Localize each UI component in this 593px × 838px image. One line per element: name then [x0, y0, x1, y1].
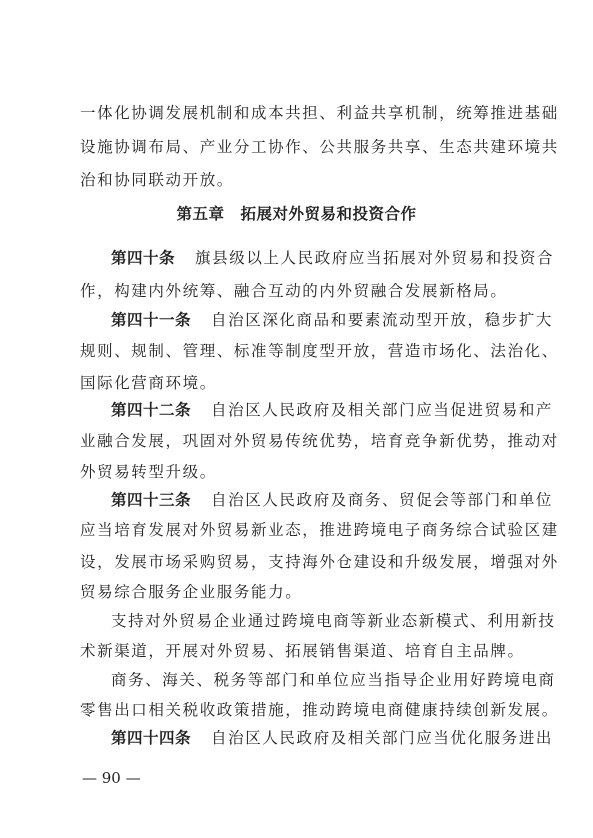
- paragraph-line: 规则、规制、管理、标准等制度型开放，营造市场化、法治化、: [80, 342, 559, 360]
- article-41-line: 第四十一条 自治区深化商品和要素流动型开放，稳步扩大: [111, 311, 554, 329]
- article-40-line: 第四十条 旗县级以上人民政府应当拓展对外贸易和投资合: [111, 249, 555, 267]
- paragraph-line: 国际化营商环境。: [80, 374, 217, 392]
- chapter-number: 第五章: [176, 205, 225, 223]
- chapter-title: 拓展对外贸易和投资合作: [240, 205, 417, 223]
- paragraph-line: 应当培育发展对外贸易新业态，推进跨境电子商务综合试验区建: [80, 521, 559, 539]
- page-number: — 90 —: [82, 769, 141, 787]
- article-number: 第四十二条: [111, 401, 192, 419]
- article-43-line: 第四十三条 自治区人民政府及商务、贸促会等部门和单位: [111, 491, 554, 509]
- paragraph-line: 设施协调布局、产业分工协作、公共服务共享、生态共建环境共: [80, 138, 559, 156]
- article-number: 第四十四条: [111, 729, 192, 747]
- article-number: 第四十条: [111, 249, 176, 267]
- paragraph-line: 治和协同联动开放。: [80, 171, 234, 189]
- article-44-line: 第四十四条 自治区人民政府及相关部门应当优化服务进出: [111, 729, 554, 747]
- paragraph-line: 设，发展市场采购贸易，支持海外仓建设和升级发展，增强对外: [80, 553, 559, 571]
- paragraph-line: 一体化协调发展机制和成本共担、利益共享机制，统筹推进基础: [80, 104, 559, 122]
- article-number: 第四十三条: [111, 491, 192, 509]
- article-42-line: 第四十二条 自治区人民政府及相关部门应当促进贸易和产: [111, 401, 554, 419]
- paragraph-line: 支持对外贸易企业通过跨境电商等新业态新模式、利用新技: [111, 612, 556, 630]
- paragraph-line: 术新渠道，开展对外贸易、拓展销售渠道、培育自主品牌。: [80, 642, 525, 660]
- paragraph-line: 外贸易转型升级。: [80, 463, 217, 481]
- paragraph-line: 商务、海关、税务等部门和单位应当指导企业用好跨境电商: [111, 671, 556, 689]
- paragraph-line: 业融合发展，巩固对外贸易传统优势，培育竞争新优势，推动对: [80, 432, 559, 450]
- chapter-heading: [0, 204, 593, 224]
- paragraph-line: 作，构建内外统筹、融合互动的内外贸融合发展新格局。: [80, 282, 508, 300]
- paragraph-line: 零售出口相关税收政策措施，推动跨境电商健康持续创新发展。: [80, 701, 559, 719]
- article-number: 第四十一条: [111, 311, 192, 329]
- paragraph-line: 贸易综合服务企业服务能力。: [80, 583, 303, 601]
